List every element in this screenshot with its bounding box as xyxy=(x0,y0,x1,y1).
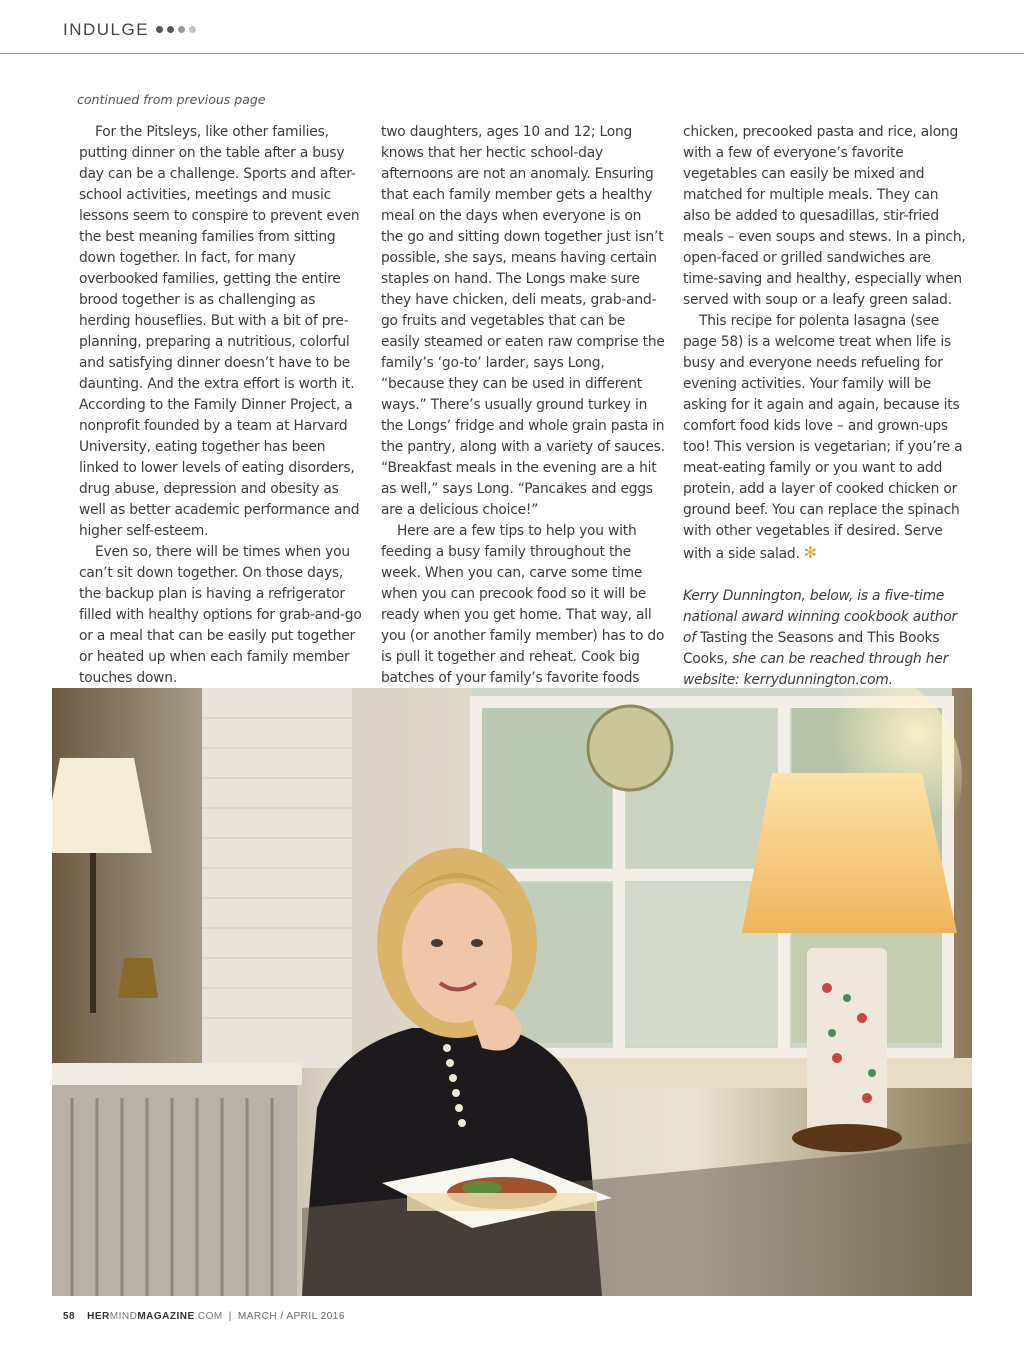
dot-icon xyxy=(178,26,185,33)
brand-magazine: MAGAZINE xyxy=(137,1311,195,1322)
page-footer xyxy=(63,1311,345,1322)
continued-note: continued from previous page xyxy=(77,92,266,107)
portrait-photo xyxy=(52,688,972,1296)
paragraph: chicken, precooked pasta and rice, along with a few of everyone’s favorite vegetables can easily be mixed and matched for multiple meals. They can also be added to quesadillas, stir-fried meals – even soups and stews. In a pinch, open-faced or grilled sandwiches are time-saving and healthy, especially when served with soup or a leafy green salad. xyxy=(683,124,966,308)
page-number: 58 xyxy=(63,1311,76,1322)
page-header xyxy=(0,0,1024,54)
dot-icon xyxy=(189,26,196,33)
issue-date: MARCH / APRIL 2016 xyxy=(237,1311,345,1322)
brand-mind: MIND xyxy=(109,1311,138,1322)
paragraph-text: This recipe for polenta lasagna (see page 58) is a welcome treat when life is busy and everyone needs refueling for evening activities. Your family will be asking for it again and again, because its comfort food kids love – and grown-ups too! This version is vegetarian; if you’re a meat-eating family or you want to add protein, add a layer of cooked chicken or ground beef. You can replace the spinach with other vegetables if desired. Serve with a side salad. xyxy=(683,313,963,562)
article-column-2 xyxy=(381,122,666,752)
paragraph: For the Pitsleys, like other families, putting dinner on the table after a busy day can be a challenge. Sports and after-school activities, meetings and music lessons seem to conspire to prevent even the best meaning families from sitting down together. In fact, for many overbooked families, getting the entire brood together is as challenging as herding houseflies. But with a bit of pre-planning, preparing a nutritious, colorful and satisfying dinner doesn’t have to be daunting. And the extra effort is worth it. According to the Family Dinner Project, a nonprofit founded by a team at Harvard University, eating together has been linked to lower levels of eating disorders, drug abuse, depression and obesity as well as better academic performance and higher self-esteem. xyxy=(79,124,360,539)
bio-text-2: she can be reached through her website: kerrydunnington.com. xyxy=(683,651,949,688)
author-bio xyxy=(683,586,968,691)
portrait-photo-illustration xyxy=(52,688,972,1296)
end-mark-icon: ✻ xyxy=(803,543,817,562)
dot-icon xyxy=(167,26,174,33)
paragraph: two daughters, ages 10 and 12; Long knows that her hectic school-day afternoons are not an anomaly. Ensuring that each family member gets a healthy meal on the days when everyone is on the go and sitting down together just isn’t possible, she says, means having certain staples on hand. The Longs make sure they have chicken, deli meats, grab-and-go fruits and vegetables that can be easily steamed or eaten raw comprise the family’s ‘go-to’ larder, says Long, “because they can be used in different ways.” There’s usually ground turkey in the Longs’ fridge and whole grain pasta in the pantry, along with a variety of sauces. “Breakfast meals in the evening are a hit as well,” says Long. “Pancakes and eggs are a delicious choice!” xyxy=(381,124,665,518)
dot-icon xyxy=(156,26,163,33)
bio-books: Tasting the Seasons and This Books Cooks, xyxy=(683,630,940,667)
paragraph: Here are a few tips to help you with feeding a busy family throughout the week. When you can, carve some time when you can precook food so it will be ready when you get home. That way, all you (or another family member) has to do is pull it together and reheat. Cook big batches of your family’s favorite foods xyxy=(381,523,665,686)
section-label: INDULGE xyxy=(63,20,150,39)
magazine-brand xyxy=(87,1311,223,1322)
footer-separator: | xyxy=(228,1311,232,1322)
brand-her: HER xyxy=(87,1311,110,1322)
article-column-1 xyxy=(79,122,364,752)
paragraph: Even so, there will be times when you can’t sit down together. On those days, the backup plan is having a refrigerator filled with healthy options for grab-and-go or a meal that can be easily put together or heated up when each family member touches down. xyxy=(79,544,362,686)
article-column-3 xyxy=(683,122,968,691)
bio-text: Kerry Dunnington, below, is a five-time national award winning cookbook author of xyxy=(683,588,957,646)
paragraph-last xyxy=(683,311,968,565)
section-dots xyxy=(156,26,196,33)
brand-domain: .COM xyxy=(194,1311,223,1322)
